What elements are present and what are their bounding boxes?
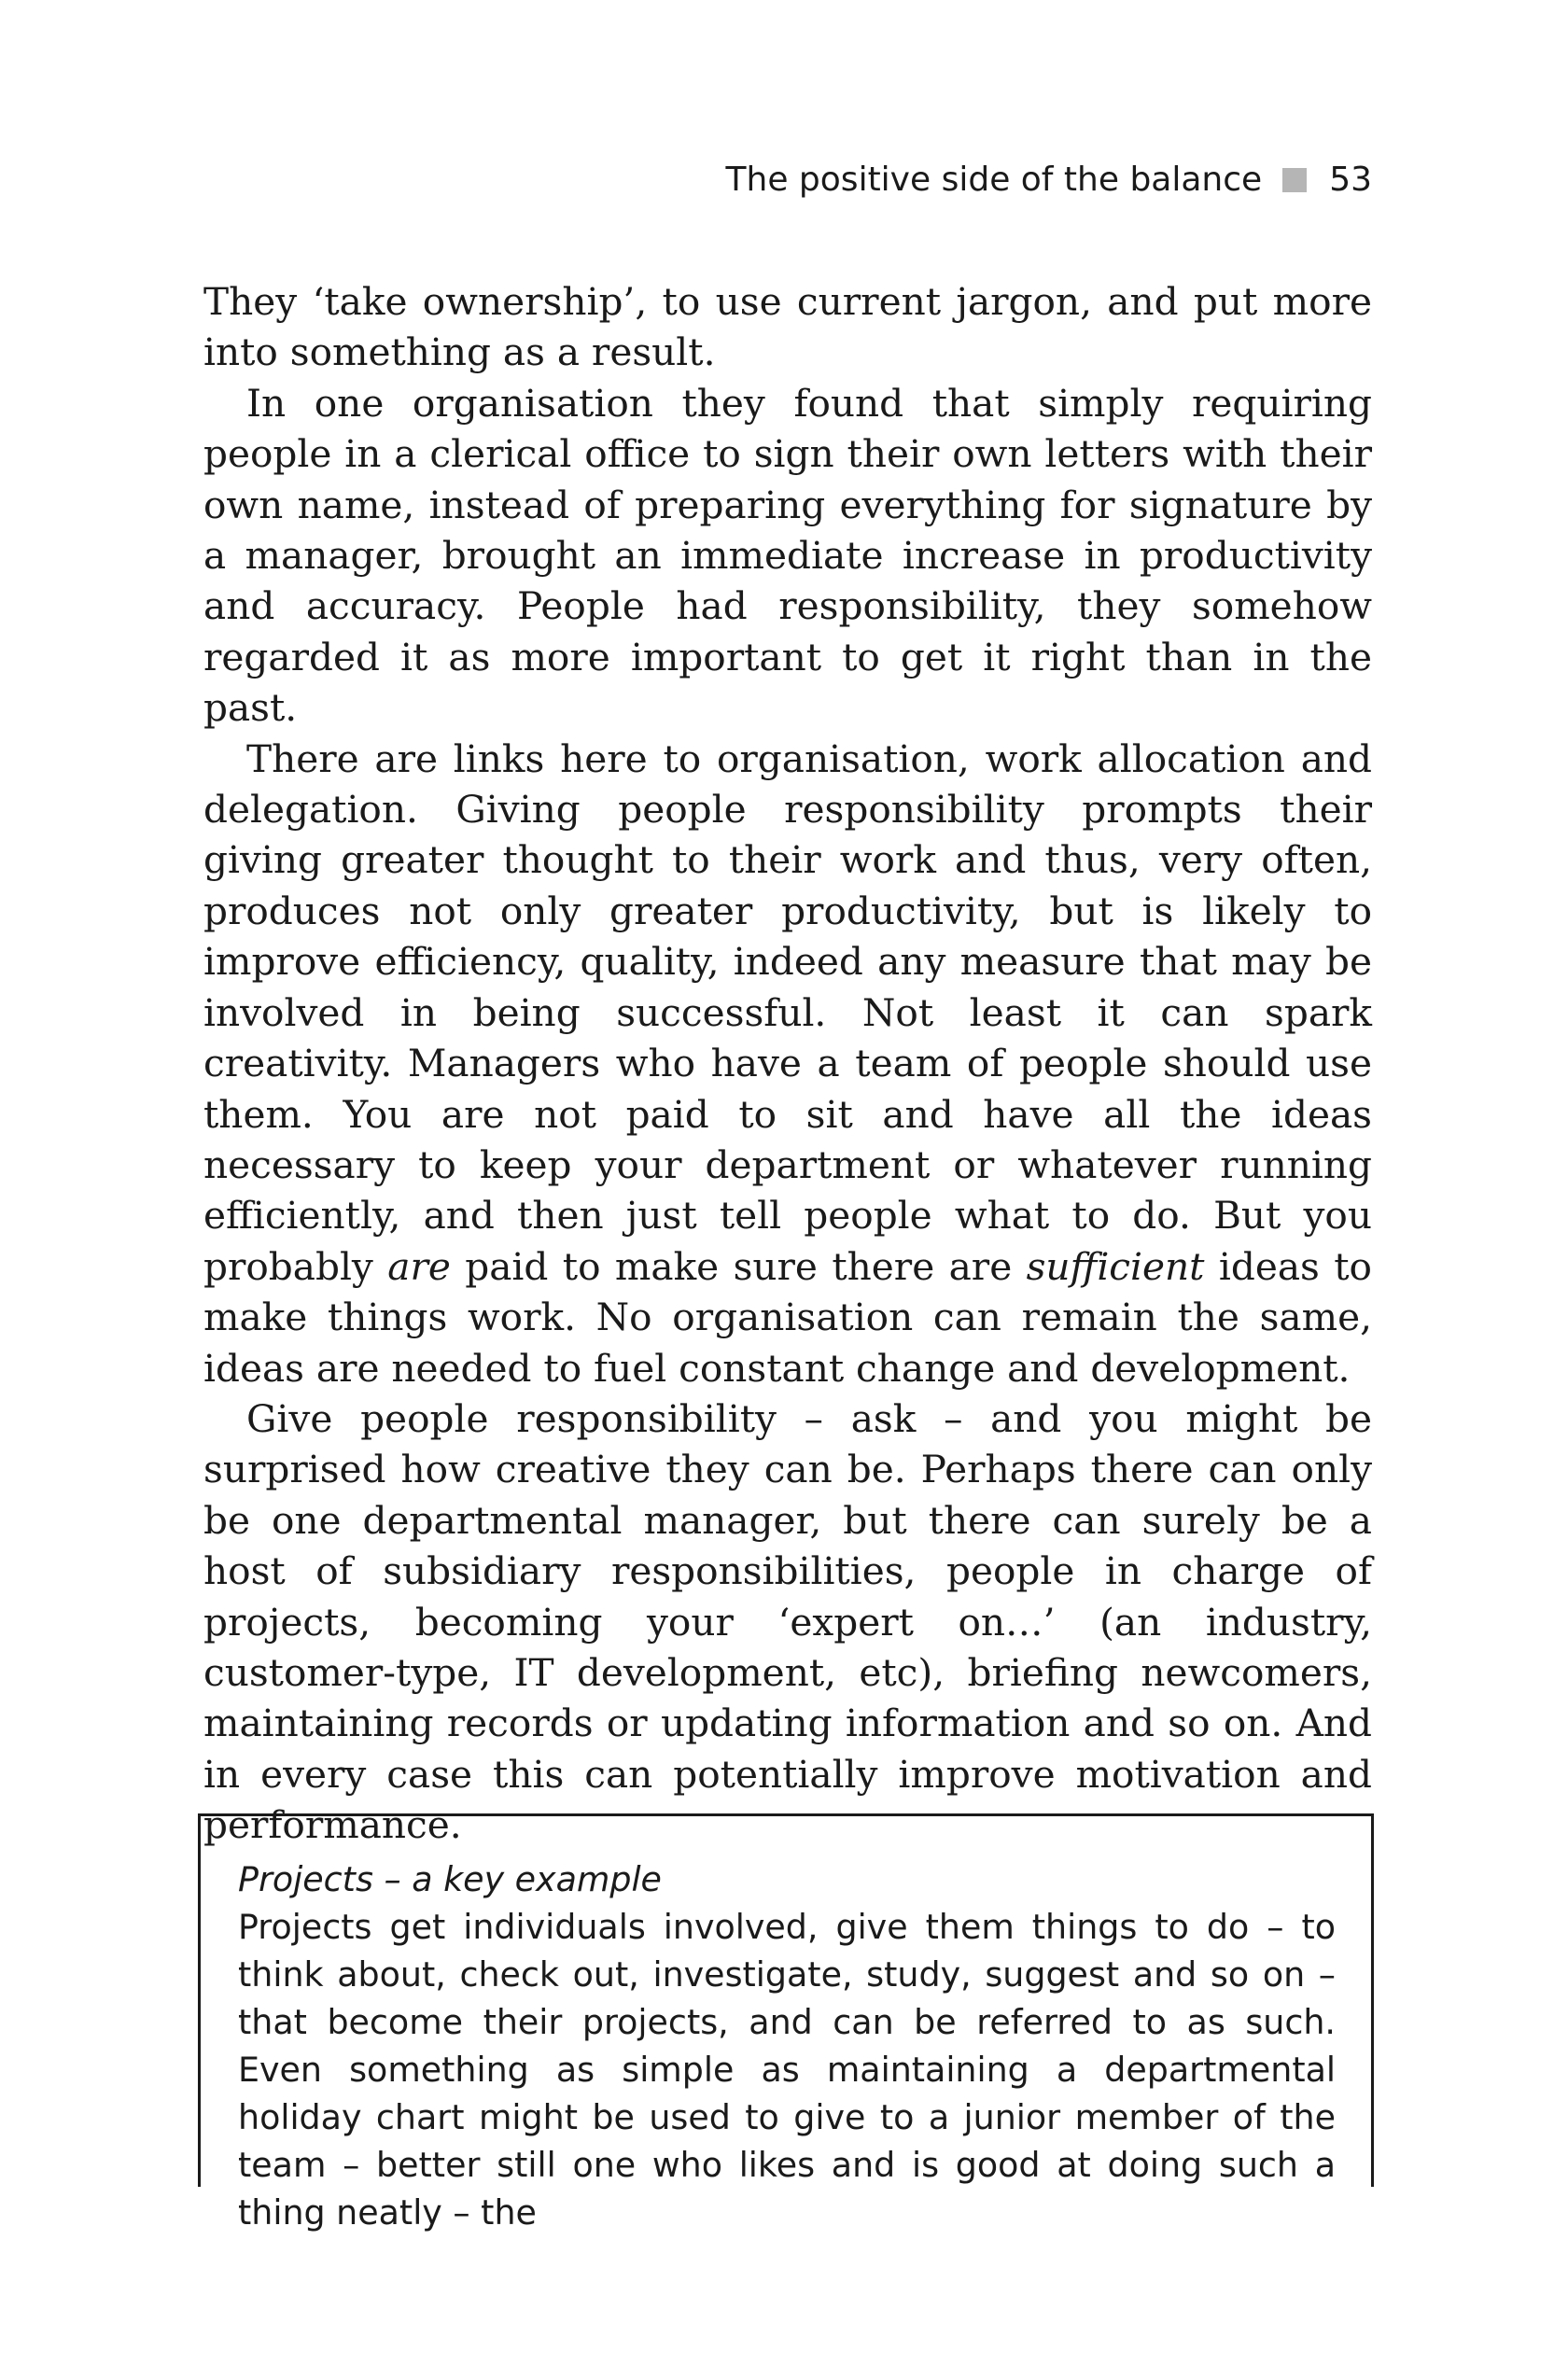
running-title: The positive side of the balance: [725, 161, 1263, 199]
square-marker-icon: [1282, 168, 1307, 192]
emphasis-are: are: [387, 1243, 451, 1289]
callout-body: Projects get individuals involved, give them things to do – to think about, check out, investigate, study, suggest and so on – that become their projects, and can be referred to as such. Even something as simple as maintaining a departmental holiday chart might be used to give to a junior member of the team – better still one who likes and is good at doing such a thing neatly – the: [238, 1907, 1336, 2233]
callout-box: [198, 1813, 1374, 2233]
paragraph-1: They ‘take ownership’, to use current jargon, and put more into something as a result.: [203, 279, 1372, 375]
paragraph-3-part-a: There are links here to organisation, work allocation and delegation. Giving people responsibility prompts their giving greater thought to their work and thus, very often, produces not only greater productivity, but is likely to improve efficiency, quality, indeed any measure that may be involved in being successful. Not least it can spark creativity. Managers who have a team of people should use them. You are not paid to sit and have all the ideas necessary to keep your department or whatever running efficiently, and then just tell people what to do. But you probably: [203, 735, 1372, 1289]
page-number: 53: [1329, 161, 1372, 199]
running-head: [726, 161, 1372, 199]
paragraph-3-part-b: paid to make sure there are: [450, 1243, 1027, 1289]
emphasis-sufficient: sufficient: [1026, 1243, 1205, 1289]
callout-title: Projects – a key example: [238, 1859, 662, 1899]
paragraph-3: [203, 734, 1372, 1393]
paragraph-3-part-c: ideas to make things work. No organisation can remain the same, ideas are needed to fuel constant change and development.: [203, 1243, 1372, 1391]
body-text: [203, 276, 1372, 1851]
paragraph-4: Give people responsibility – ask – and you might be surprised how creative they can be. Perhaps there can only be one departmental manager, but there can surely be a host of subsidiary responsibilities, people in charge of projects, becoming your ‘expert on…’ (an industry, customer-type, IT development, etc), briefing newcomers, maintaining records or updating information and so on. And in every case this can potentially improve motivation and performance.: [203, 1395, 1372, 1848]
paragraph-2: In one organisation they found that simply requiring people in a clerical office to sign their own letters with their own name, instead of preparing everything for signature by a manager, brought an immediate increase in productivity and accuracy. People had responsibility, they somehow regarded it as more important to get it right than in the past.: [203, 380, 1372, 731]
